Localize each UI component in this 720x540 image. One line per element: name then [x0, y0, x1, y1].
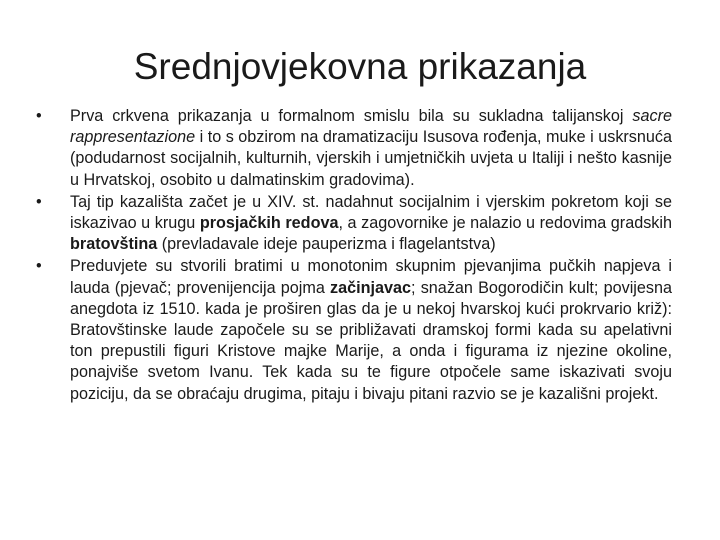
- bullet-glyph: •: [36, 107, 42, 125]
- bullet-text: [70, 107, 672, 189]
- bullet-text: [70, 257, 672, 402]
- text-run: ; snažan Bogorodičin kult; povijesna anegdota iz 1510. kada je proširen glas da je u nekoj hvarskoj kući prokrvario križ): Bratovštinske laude započele su se približavati dramskoj formi kada su apelativni ton prepustili figuri Kristove majke Marije, a onda i figurama iz njezine okoline, ponajviše svetom Ivanu. Tek kada su te figure otpočele same iskazivati svoju poziciju, da se obraćaju drugima, pitaju i bivaju pitani razvio se je kazališni projekt.: [70, 278, 672, 403]
- bullet-text: [70, 193, 672, 253]
- text-run: , a zagovornike je nalazio u redovima gradskih: [338, 214, 672, 233]
- text-run: i to s obzirom na dramatizaciju Isusova rođenja, muke i uskrsnuća (podudarnost socijalnih, kulturnih, vjerskih i umjetničkih uvjeta u Italiji i nešto kasnije u Hrvatskoj, osobito u dalmatinskim gradovima).: [70, 128, 672, 189]
- bullet-item: [36, 192, 672, 256]
- text-run: Preduvjete su stvorili bratimi u monotonim skupnim pjevanjima pučkih napjeva i lauda (pjevač; provenijencija pojma: [70, 257, 672, 297]
- bullet-glyph: •: [36, 257, 42, 276]
- bold-term: prosjačkih redova: [199, 214, 339, 233]
- slide-title: Srednjovjekovna prikazanja: [133, 46, 587, 87]
- italic-term: sacre rappresentazione: [70, 107, 672, 147]
- bullet-item: [36, 256, 672, 404]
- bold-term: bratovština: [70, 235, 158, 254]
- bold-term: začinjavac: [330, 278, 412, 297]
- bullet-list: [36, 106, 672, 406]
- bullet-glyph: •: [36, 192, 42, 211]
- text-run: Prva crkvena prikazanja u formalnom smislu bila su sukladna talijanskoj: [70, 107, 633, 125]
- bullet-item: [36, 106, 672, 191]
- text-run: Taj tip kazališta začet je u XIV. st. nadahnut socijalnim i vjerskim pokretom koji se iskazivao u krugu: [70, 192, 672, 233]
- text-run: (prevladavale ideje pauperizma i flagelantstva): [157, 235, 496, 254]
